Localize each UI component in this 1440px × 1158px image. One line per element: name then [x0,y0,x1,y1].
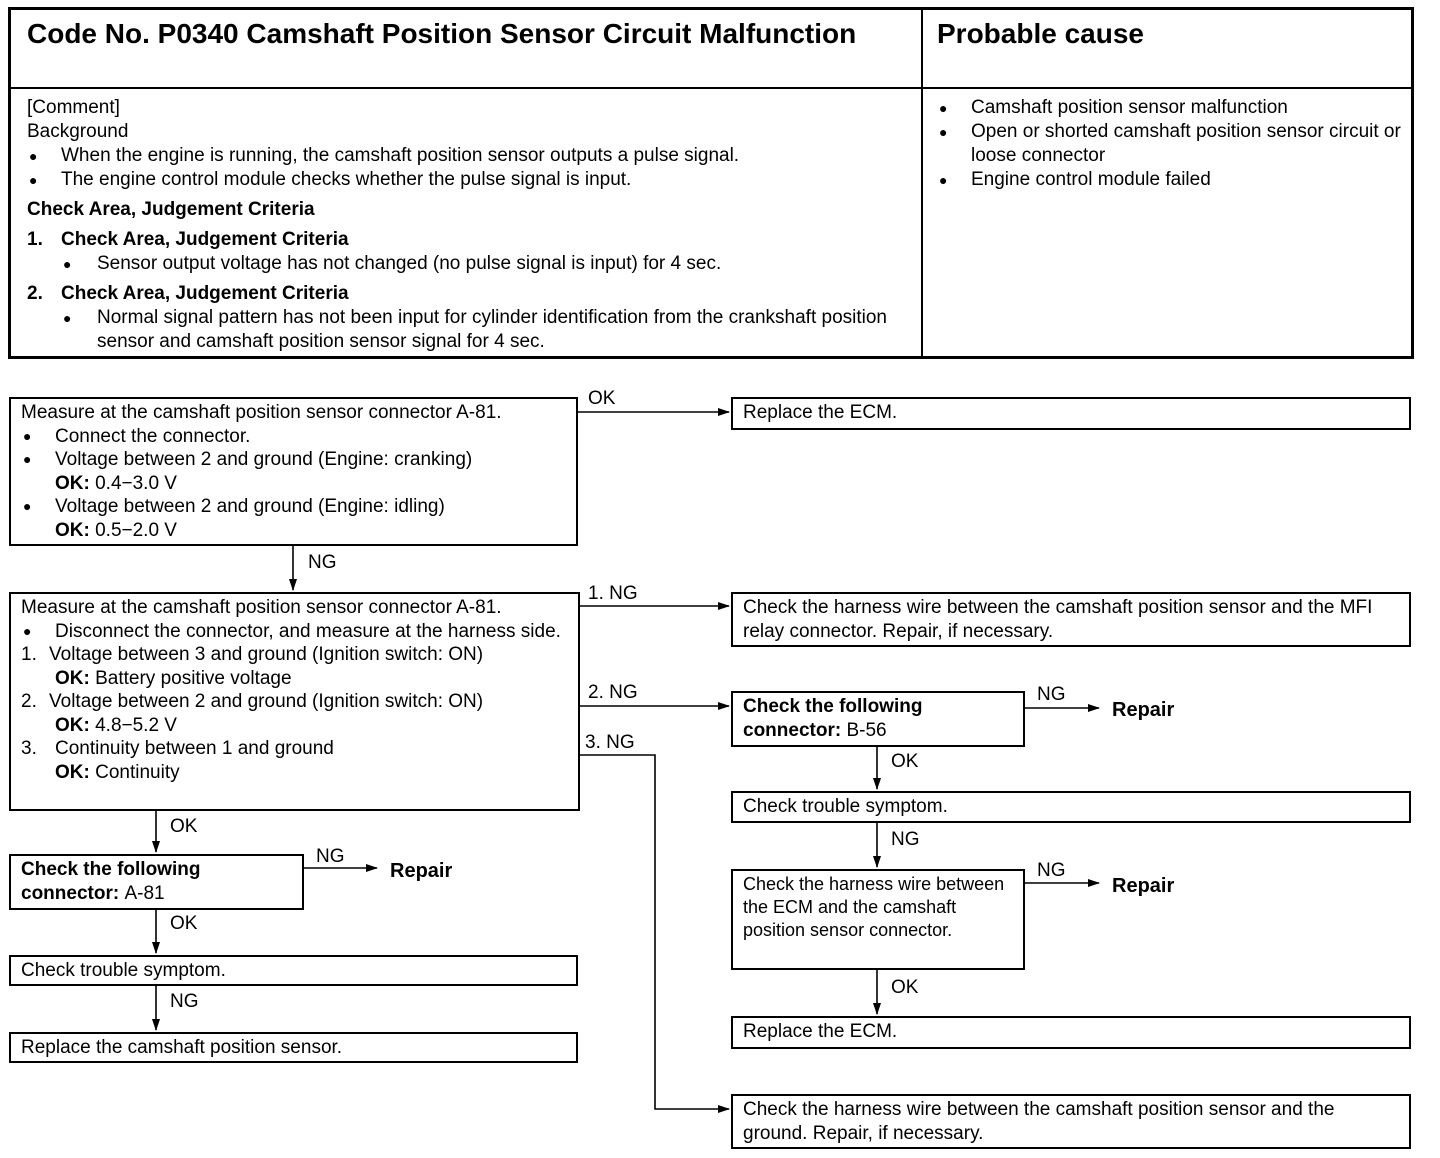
step2-box [9,592,580,811]
ok-value: Continuity [95,761,180,783]
step1-ok-result [731,397,1411,430]
step2-ok-spec [21,714,568,738]
comment-tag: [Comment] [27,97,120,118]
step2-item [21,737,568,761]
result-text: Replace the ECM. [743,402,898,423]
ng2-label: 2. NG [588,682,638,703]
ok-label: OK: [55,667,90,689]
result-text: Check trouble symptom. [21,960,226,981]
ng2-harness-repair: Repair [1112,875,1175,897]
step2-item [21,690,568,714]
ng2-harness-ng-label: NG [1037,860,1066,881]
ng2-final-box [731,1016,1411,1049]
ok-label: OK: [55,519,90,541]
left-symptom-box [9,955,578,986]
ng1-result [731,592,1411,647]
background-item: ● When the engine is running, the camshaft position sensor outputs a pulse signal. [27,144,907,168]
ok-label: OK: [55,761,90,783]
criteria-detail: ● Sensor output voltage has not changed (no pulse signal is input) for 4 sec. [27,252,907,276]
step1-box [9,397,578,546]
criteria-title-text: Check Area, Judgement Criteria [61,229,349,250]
result-text: Replace the camshaft position sensor. [21,1037,343,1058]
connector-check-text: Check the following connector: [21,859,201,904]
connector-check-text: Check the following connector: [743,696,923,741]
ng3-label: 3. NG [585,732,635,753]
criteria-number: 2. [27,283,43,304]
ng2-harness-ok-label: OK [891,977,919,998]
connector-check [21,858,292,905]
a81-repair: Repair [390,860,453,882]
a81-ok-label: OK [170,913,198,934]
item-text: Voltage between 3 and ground (Ignition switch: ON) [49,644,484,665]
ok-label: OK: [55,472,90,494]
connector-id: A-81 [124,882,165,904]
criteria-title-text: Check Area, Judgement Criteria [61,283,349,304]
step1-bullet: ● Voltage between 2 and ground (Engine: cranking) [21,448,566,472]
left-symptom-ng-label: NG [170,991,199,1012]
ng2-ng-label: NG [1037,684,1066,705]
ng2-connector-box [731,691,1025,747]
arrow-ng3 [580,755,729,1109]
step1-ok-spec [21,472,566,496]
step1-bullet: ● Voltage between 2 and ground (Engine: idling) [21,495,566,519]
step2-ok-spec [21,667,568,691]
result-text: Check trouble symptom. [743,796,948,817]
connector-id: B-56 [846,719,887,741]
code-title: Code No. P0340 Camshaft Position Sensor Circuit Malfunction [27,18,857,49]
item-text: Voltage between 2 and ground (Ignition switch: ON) [49,691,484,712]
probable-cause-item: ● Engine control module failed [937,168,1407,192]
step1-title: Measure at the camshaft position sensor connector A-81. [21,402,502,423]
ng2-repair: Repair [1112,699,1175,721]
step1-ok-spec [21,519,566,543]
step2-item [21,643,568,667]
ng2-ok-label: OK [891,751,919,772]
criteria-detail: ● Normal signal pattern has not been input for cylinder identification from the crankshaft position sensor and camshaft position sensor signal for 4 sec. [27,306,907,354]
result-text: Check the harness wire between the camshaft position sensor and the ground. Repair, if necessary. [743,1099,1335,1144]
ok-value: Battery positive voltage [95,667,292,689]
item-number: 2. [21,691,37,712]
ng2-harness-box [731,869,1025,970]
a81-ng-label: NG [316,846,345,867]
left-final-box [9,1032,578,1063]
ok-label: OK: [55,714,90,736]
ng2-symptom-ng-label: NG [891,829,920,850]
item-number: 3. [21,738,37,759]
ng1-label: 1. NG [588,583,638,604]
step2-bullet: ● Disconnect the connector, and measure at the harness side. [21,620,568,644]
result-text: Replace the ECM. [743,1021,898,1042]
criteria-number: 1. [27,229,43,250]
step2-ok-label: OK [170,816,198,837]
ok-value: 0.4−3.0 V [95,472,177,494]
probable-cause-item: ● Camshaft position sensor malfunction [937,96,1407,120]
probable-cause-title: Probable cause [937,18,1144,49]
probable-cause-item: ● Open or shorted camshaft position sensor circuit or loose connector [937,120,1407,168]
ok-value: 4.8−5.2 V [95,714,177,736]
ng2-symptom-box [731,791,1411,823]
step1-bullet: ● Connect the connector. [21,425,566,449]
a81-connector-box [9,854,304,910]
result-text: Check the harness wire between the camshaft position sensor and the MFI relay connector. Repair, if necessary. [743,597,1373,642]
harness-check-text: Check the harness wire between the ECM and the camshaft position sensor connector. [743,874,1005,940]
background-label: Background [27,121,129,142]
background-item: ● The engine control module checks whether the pulse signal is input. [27,168,907,192]
step1-ng-label: NG [308,552,337,573]
step2-title: Measure at the camshaft position sensor connector A-81. [21,597,502,618]
ok-value: 0.5−2.0 V [95,519,177,541]
step1-ok-label: OK [588,388,616,409]
connector-check [743,695,1013,742]
item-number: 1. [21,644,37,665]
step2-ok-spec [21,761,568,785]
ng3-result [731,1094,1411,1149]
item-text: Continuity between 1 and ground [55,738,334,759]
check-area-heading: Check Area, Judgement Criteria [27,199,315,220]
